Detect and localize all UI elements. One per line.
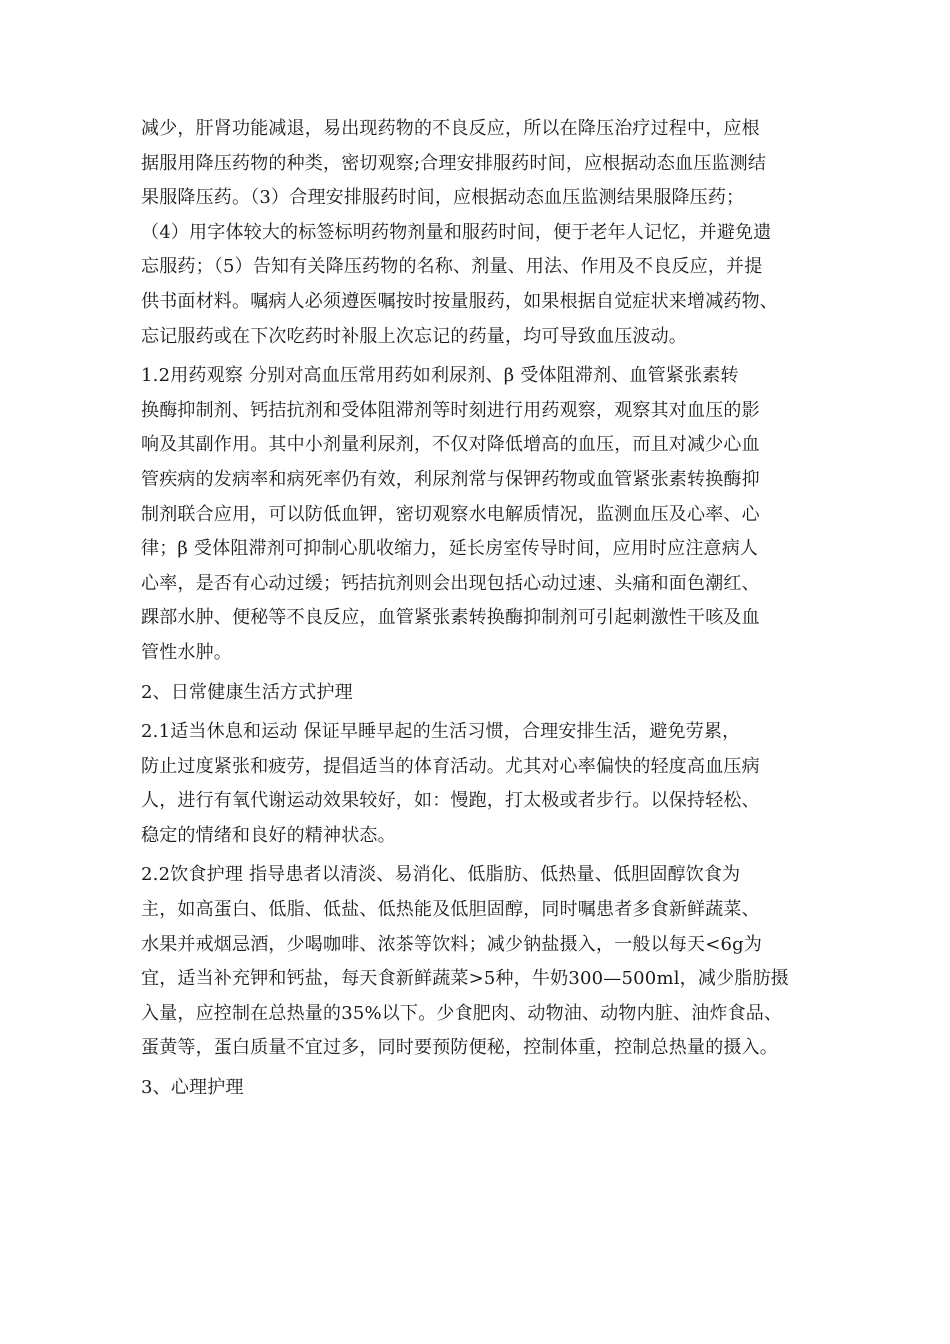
text-line: 防止过度紧张和疲劳，提倡适当的体育活动。尤其对心率偏快的轻度高血压病 [141,755,760,777]
paragraph-medication-timing [141,112,821,354]
section-heading-lifestyle: 2、日常健康生活方式护理 [141,681,353,703]
text-line: 2.2饮食护理 指导患者以清淡、易消化、低脂肪、低热量、低胆固醇饮食为 [141,864,741,886]
text-line: 忘服药；（5）告知有关降压药物的名称、剂量、用法、作用及不良反应，并提 [141,256,763,278]
text-line: 踝部水肿、便秘等不良反应，血管紧张素转换酶抑制剂可引起刺激性干咳及血 [141,607,760,629]
text-line: 入量，应控制在总热量的35%以下。少食肥肉、动物油、动物内脏、油炸食品、 [141,1002,783,1024]
paragraph-diet-care [141,858,821,1066]
text-line: 水果并戒烟忌酒，少喝咖啡、浓茶等饮料；减少钠盐摄入，一般以每天<6g为 [141,933,763,955]
text-line: 管疾病的发病率和病死率仍有效，利尿剂常与保钾药物或血管紧张素转换酶抑 [141,468,760,490]
text-line: 管性水肿。 [141,641,232,663]
text-line: 主，如高蛋白、低脂、低盐、低热能及低胆固醇，同时嘱患者多食新鲜蔬菜、 [141,899,760,921]
paragraph-drug-observation [141,359,821,670]
section-heading-psychological: 3、心理护理 [141,1077,244,1099]
text-line: 据服用降压药物的种类，密切观察;合理安排服药时间，应根据动态血压监测结 [141,152,767,174]
text-line: 果服降压药。（3）合理安排服药时间，应根据动态血压监测结果服降压药； [141,187,745,209]
paragraph-rest-exercise [141,715,821,853]
text-line: 忘记服药或在下次吃药时补服上次忘记的药量，均可导致血压波动。 [141,325,687,347]
document-page [141,112,821,1111]
text-line: 宜，适当补充钾和钙盐，每天食新鲜蔬菜>5种，牛奶300—500ml，减少脂肪摄 [141,968,789,990]
text-line: 蛋黄等，蛋白质量不宜过多，同时要预防便秘，控制体重，控制总热量的摄入。 [141,1037,778,1059]
text-line: 减少，肝肾功能减退，易出现药物的不良反应，所以在降压治疗过程中，应根 [141,118,760,139]
text-line: 换酶抑制剂、钙拮抗剂和受体阻滞剂等时刻进行用药观察，观察其对血压的影 [141,399,760,421]
text-line: 供书面材料。嘱病人必须遵医嘱按时按量服药，如果根据自觉症状来增减药物、 [141,290,778,312]
text-line: 2.1适当休息和运动 保证早睡早起的生活习惯，合理安排生活，避免劳累， [141,721,741,743]
text-line: 1.2用药观察 分别对高血压常用药如利尿剂、β 受体阻滞剂、血管紧张素转 [141,365,739,387]
text-line: 律；β 受体阻滞剂可抑制心肌收缩力，延长房室传导时间，应用时应注意病人 [141,538,759,560]
text-line: 制剂联合应用，可以防低血钾，密切观察水电解质情况，监测血压及心率、心 [141,503,760,525]
text-line: 响及其副作用。其中小剂量利尿剂，不仅对降低增高的血压，而且对减少心血 [141,434,760,456]
text-line: （4）用字体较大的标签标明药物剂量和服药时间，便于老年人记忆，并避免遗 [141,221,772,243]
text-line: 心率，是否有心动过缓；钙拮抗剂则会出现包括心动过速、头痛和面色潮红、 [141,572,760,594]
text-line: 稳定的情绪和良好的精神状态。 [141,824,396,846]
text-line: 人，进行有氧代谢运动效果较好，如：慢跑，打太极或者步行。以保持轻松、 [141,790,760,812]
